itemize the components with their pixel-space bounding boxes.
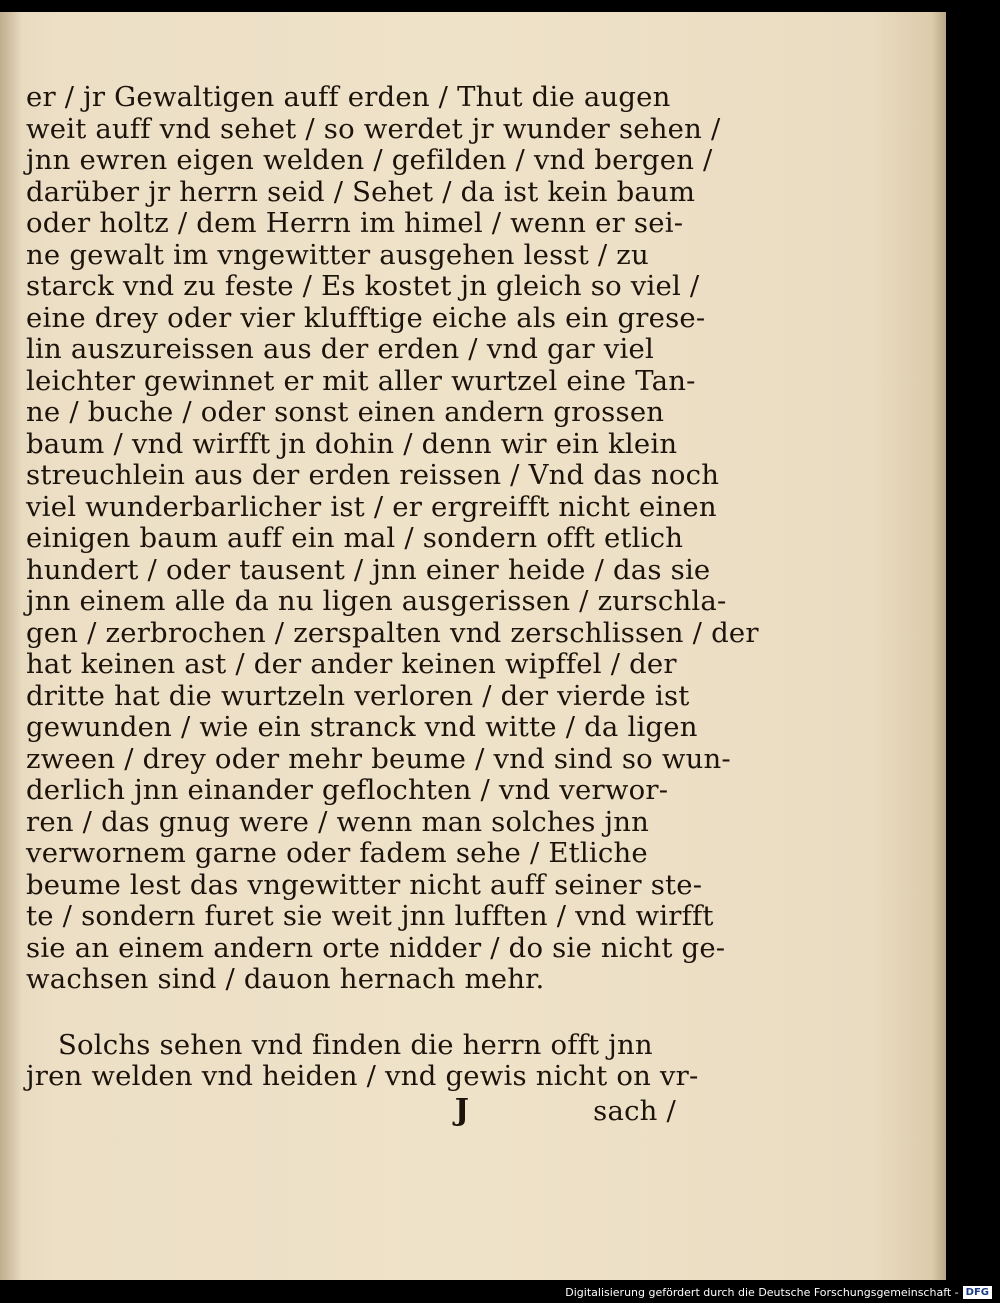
text-line: hundert / oder tausent / jnn einer heide / das sie: [26, 553, 711, 586]
text-line: baum / vnd wirfft jn dohin / denn wir ein klein: [26, 427, 678, 460]
page-text: [26, 81, 759, 1129]
text-line: ne / buche / oder sonst einen andern grossen: [26, 396, 665, 428]
text-line: viel wunderbarlicher ist / er ergreifft nicht einen: [26, 490, 717, 523]
text-line: te / sondern furet sie weit jnn lufften / vnd wirfft: [26, 900, 714, 932]
text-line: dritte hat die wurtzeln verloren / der vierde ist: [26, 679, 690, 712]
text-line: leichter gewinnet er mit aller wurtzel eine Tan-: [26, 364, 696, 397]
signature-mark: J: [454, 1092, 470, 1128]
text-line: jnn einem alle da nu ligen ausgerissen / zurschla-: [26, 585, 727, 617]
text-line: einigen baum auff ein mal / sondern offt etlich: [26, 522, 684, 554]
paragraph-1: [26, 81, 759, 996]
text-line: gewunden / wie ein stranck vnd witte / da ligen: [26, 711, 698, 743]
text-line: gen / zerbrochen / zerspalten vnd zerschlissen / der: [26, 616, 759, 649]
text-line: er / jr Gewaltigen auff erden / Thut die augen: [26, 81, 671, 113]
text-line: lin auszureissen aus der erden / vnd gar viel: [26, 333, 654, 365]
text-line: wachsen sind / dauon hernach mehr.: [26, 963, 545, 995]
text-line: streuchlein aus der erden reissen / Vnd das noch: [26, 459, 720, 491]
text-line: derlich jnn einander geflochten / vnd verwor-: [26, 774, 669, 806]
text-line: Solchs sehen vnd finden die herrn offt jnn: [58, 1028, 653, 1061]
text-line: beume lest das vngewitter nicht auff seiner ste-: [26, 868, 703, 901]
credit-text: Digitalisierung gefördert durch die Deutsche Forschungsgemeinschaft -: [565, 1286, 959, 1299]
text-line: zween / drey oder mehr beume / vnd sind so wun-: [26, 742, 731, 775]
text-line: oder holtz / dem Herrn im himel / wenn er sei-: [26, 207, 684, 239]
text-line: verwornem garne oder fadem sehe / Etliche: [26, 837, 648, 869]
text-line: ne gewalt im vngewitter ausgehen lesst / zu: [26, 238, 649, 271]
text-line: weit auff vnd sehet / so werdet jr wunder sehen /: [26, 112, 721, 145]
text-line: ren / das gnug were / wenn man solches jnn: [26, 805, 650, 838]
text-line: jren welden vnd heiden / vnd gewis nicht on vr-: [26, 1060, 699, 1092]
text-line: jnn ewren eigen welden / gefilden / vnd bergen /: [26, 144, 713, 176]
text-line: eine drey oder vier klufftige eiche als ein grese-: [26, 301, 706, 334]
text-line: sie an einem andern orte nidder / do sie nicht ge-: [26, 931, 726, 964]
paragraph-2: [26, 1028, 699, 1093]
digitization-credit: [565, 1286, 992, 1299]
text-line: hat keinen ast / der ander keinen wipffel / der: [26, 648, 677, 680]
text-line: darüber jr herrn seid / Sehet / da ist kein baum: [26, 175, 696, 208]
page-edge-shadow: [932, 12, 946, 1280]
book-page: [0, 12, 946, 1280]
page-footer-marks: [26, 1093, 686, 1129]
dfg-logo-icon: DFG: [963, 1286, 992, 1299]
text-line: starck vnd zu feste / Es kostet jn gleich so viel /: [26, 270, 700, 302]
catchword: sach /: [593, 1094, 676, 1127]
page-gutter-shadow: [0, 12, 22, 1280]
